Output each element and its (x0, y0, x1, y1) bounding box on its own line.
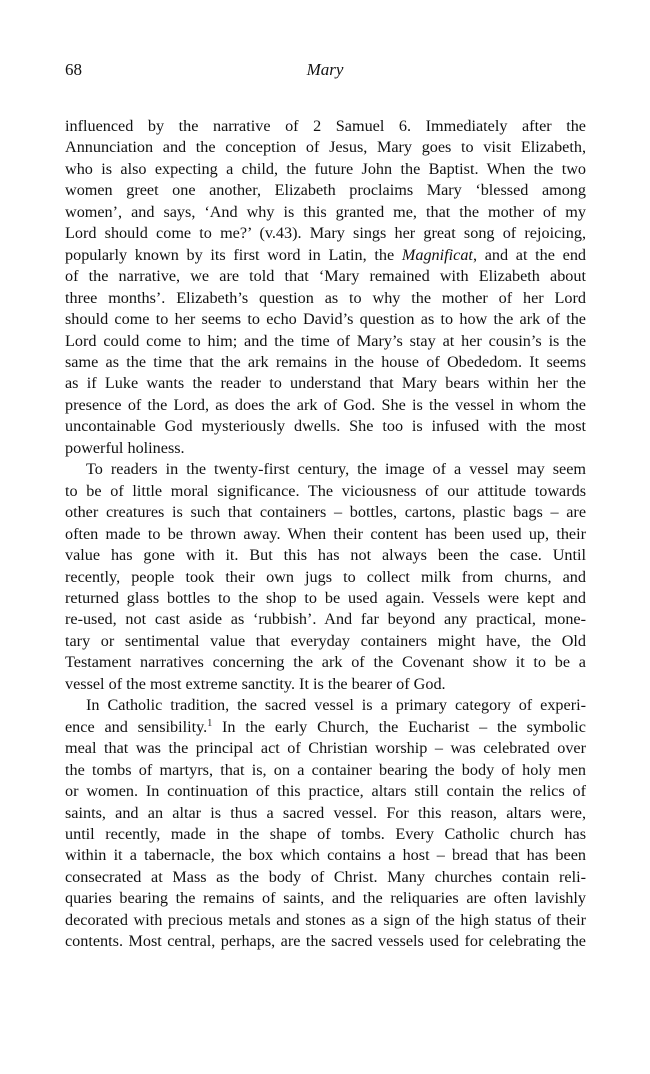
text-line: other creatures is such that containers – bottles, cartons, plastic bags – are (65, 503, 586, 522)
text-line (65, 245, 586, 266)
text-line: within it a tabernacle, the box which contains a host – bread that has been (65, 846, 586, 865)
page-number: 68 (65, 60, 82, 79)
magnificat-italic: Magnificat (401, 245, 473, 264)
text-line: three months’. Elizabeth’s question as to why the mother of her Lord (65, 288, 586, 307)
text-line: women’, and says, ‘And why is this granted me, that the mother of my (65, 202, 586, 221)
text-line: decorated with precious metals and stones as a sign of the high status of their (65, 910, 586, 929)
text-line: the tombs of martyrs, that is, on a container bearing the body of holy men (65, 760, 586, 779)
text-line: same as the time that the ark remains in the house of Obededom. It seems (65, 352, 586, 371)
text-line: saints, and an altar is thus a sacred vessel. For this reason, altars were, (65, 803, 586, 822)
text-line: influenced by the narrative of 2 Samuel 6. Immediately after the (65, 117, 586, 135)
text-line: quaries bearing the remains of saints, and the reliquaries are often lavishly (65, 889, 586, 908)
text-line: until recently, made in the shape of tombs. Every Catholic church has (65, 824, 586, 843)
running-head: Mary (306, 60, 344, 79)
text-line: as if Luke wants the reader to understand that Mary bears within her the (65, 374, 586, 393)
text-line: powerful holiness. (65, 438, 185, 457)
text-run: In the early Church, the Eucharist – the symbolic (212, 717, 586, 736)
text-run: ence and sensibility. (65, 717, 208, 736)
text-line: presence of the Lord, as does the ark of God. She is the vessel in whom the (65, 395, 586, 414)
text-line: contents. Most central, perhaps, are the sacred vessels used for celebrating the (65, 932, 586, 951)
text-line: women greet one another, Elizabeth proclaims Mary ‘blessed among (65, 181, 586, 200)
footnote-reference: 1 (207, 717, 213, 729)
text-run: , and at the end (472, 245, 587, 264)
text-line: consecrated at Mass as the body of Christ. Many churches contain reli- (65, 867, 586, 886)
body-text (65, 116, 586, 953)
text-line: meal that was the principal act of Christian worship – was celebrated over (65, 739, 586, 758)
paragraph-1 (65, 116, 586, 459)
text-line: to be of little moral significance. The viciousness of our attitude towards (65, 481, 586, 500)
text-line: Testament narratives concerning the ark of the Covenant show it to be a (65, 653, 586, 672)
text-line: returned glass bottles to the shop to be used again. Vessels were kept and (65, 588, 586, 607)
text-line: Annunciation and the conception of Jesus, Mary goes to visit Elizabeth, (65, 138, 586, 157)
text-line: of the narrative, we are told that ‘Mary remained with Elizabeth about (65, 267, 586, 286)
text-line: Lord could come to him; and the time of Mary’s stay at her cousin’s is the (65, 331, 586, 350)
paragraph-3 (65, 695, 586, 952)
text-line: uncontainable God mysteriously dwells. She too is infused with the most (65, 417, 586, 436)
text-run: popularly known by its first word in Latin, the (65, 245, 395, 264)
paragraph-2 (65, 459, 586, 695)
text-line: In Catholic tradition, the sacred vessel is a primary category of experi- (86, 696, 586, 715)
text-line: To readers in the twenty-first century, the image of a vessel may seem (86, 460, 586, 479)
text-line: recently, people took their own jugs to collect milk from churns, and (65, 567, 586, 586)
text-line: value has gone with it. But this has not always been the case. Until (65, 546, 586, 565)
text-line: who is also expecting a child, the future John the Baptist. When the two (65, 159, 586, 178)
text-line: tary or sentimental value that everyday containers might have, the Old (65, 631, 586, 650)
text-line: Lord should come to me?’ (v.43). Mary sings her great song of rejoicing, (65, 224, 586, 243)
text-line: should come to her seems to echo David’s question as to how the ark of the (65, 310, 586, 329)
text-line: or women. In continuation of this practice, altars still contain the relics of (65, 782, 586, 801)
text-line: often made to be thrown away. When their content has been used up, their (65, 524, 586, 543)
text-line: re-used, not cast aside as ‘rubbish’. And far beyond any practical, mone- (65, 610, 586, 629)
text-line (65, 717, 586, 738)
text-line: vessel of the most extreme sanctity. It is the bearer of God. (65, 674, 446, 693)
